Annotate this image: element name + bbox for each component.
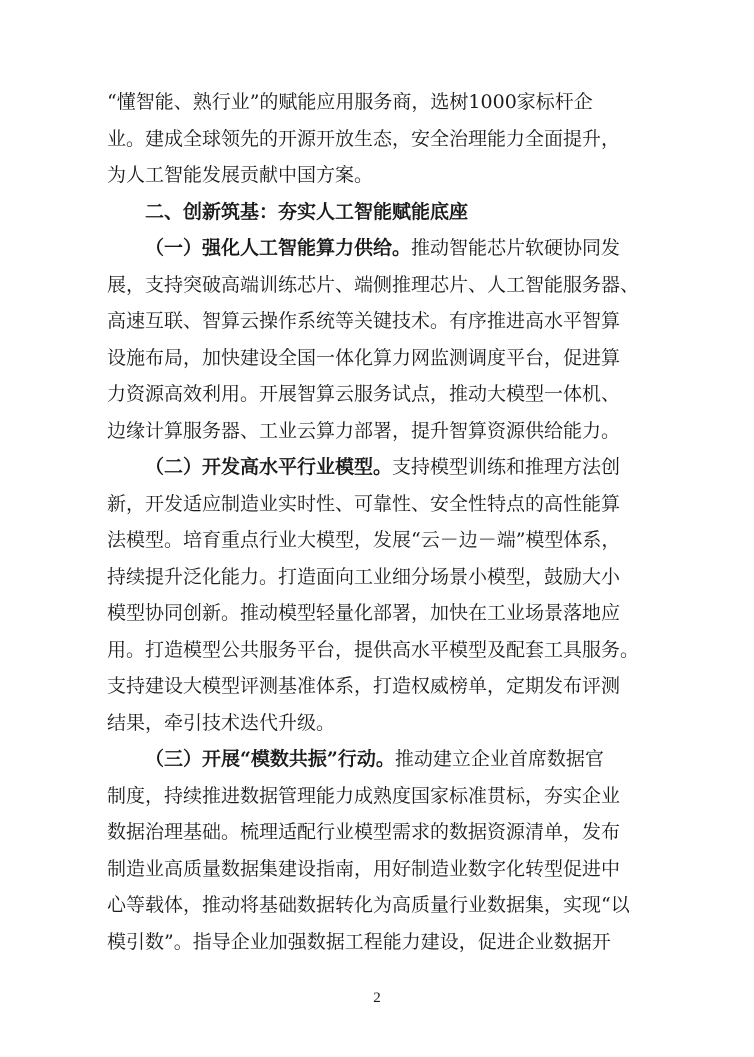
text-line: 心等载体，推动将基础数据转化为高质量行业数据集，实现“以 — [107, 894, 630, 916]
text-line: 新，开发适应制造业实时性、可靠性、安全性特点的高性能算 — [107, 492, 621, 515]
paragraph-text: 支持模型训练和推理方法创 — [392, 456, 621, 478]
text-line: 用。打造模型公共服务平台，提供高水平模型及配套工具服务。 — [107, 638, 640, 661]
text-line: 高速互联、智算云操作系统等关键技术。有序推进高水平智算 — [107, 310, 621, 332]
subsection-title: （二）开发高水平行业模型。 — [145, 456, 393, 478]
section-heading: 二、创新筑基：夯实人工智能赋能底座 — [145, 200, 469, 223]
page-number: 2 — [373, 990, 381, 1006]
text-line: 数据治理基础。梳理适配行业模型需求的数据资源清单，发布 — [107, 821, 621, 843]
text-line: 制度，持续推进数据管理能力成熟度国家标准贯标，夯实企业 — [107, 784, 621, 807]
text-line: 法模型。培育重点行业大模型，发展“云－边－端”模型体系， — [107, 529, 621, 551]
text-line: 业。建成全球领先的开源开放生态，安全治理能力全面提升， — [107, 127, 621, 150]
paragraph-text: 推动建立企业首席数据官 — [394, 748, 604, 770]
text-line: 制造业高质量数据集建设指南，用好制造业数字化转型促进中 — [107, 857, 621, 880]
text-line: “懂智能、熟行业”的赋能应用服务商，选树1000家标杆企 — [107, 91, 593, 113]
text-line: 结果，牵引技术迭代升级。 — [107, 711, 336, 734]
text-line: 持续提升泛化能力。打造面向工业细分场景小模型，鼓励大小 — [107, 565, 621, 588]
document-body — [107, 88, 649, 964]
paragraph-lead-line — [107, 453, 649, 482]
text-line: 支持建设大模型评测基准体系，打造权威榜单，定期发布评测 — [107, 675, 621, 697]
subsection-title: （一）强化人工智能算力供给。 — [145, 237, 412, 259]
text-line: 力资源高效利用。开展智算云服务试点，推动大模型一体机、 — [107, 383, 621, 405]
text-line: 设施布局，加快建设全国一体化算力网监测调度平台，促进算 — [107, 346, 621, 369]
text-line: 边缘计算服务器、工业云算力部署，提升智算资源供给能力。 — [107, 419, 621, 442]
text-line: 模型协同创新。推动模型轻量化部署，加快在工业场景落地应 — [107, 602, 621, 624]
paragraph-lead-line — [107, 745, 649, 774]
subsection-title: （三）开展“模数共振”行动。 — [145, 748, 395, 770]
paragraph-text: 推动智能芯片软硬协同发 — [411, 237, 621, 259]
text-line: 展，支持突破高端训练芯片、端侧推理芯片、人工智能服务器、 — [107, 273, 640, 296]
text-line: 为人工智能发展贡献中国方案。 — [107, 164, 374, 186]
paragraph-lead-line — [107, 234, 649, 263]
text-line: 模引数”。指导企业加强数据工程能力建设，促进企业数据开 — [107, 930, 611, 953]
